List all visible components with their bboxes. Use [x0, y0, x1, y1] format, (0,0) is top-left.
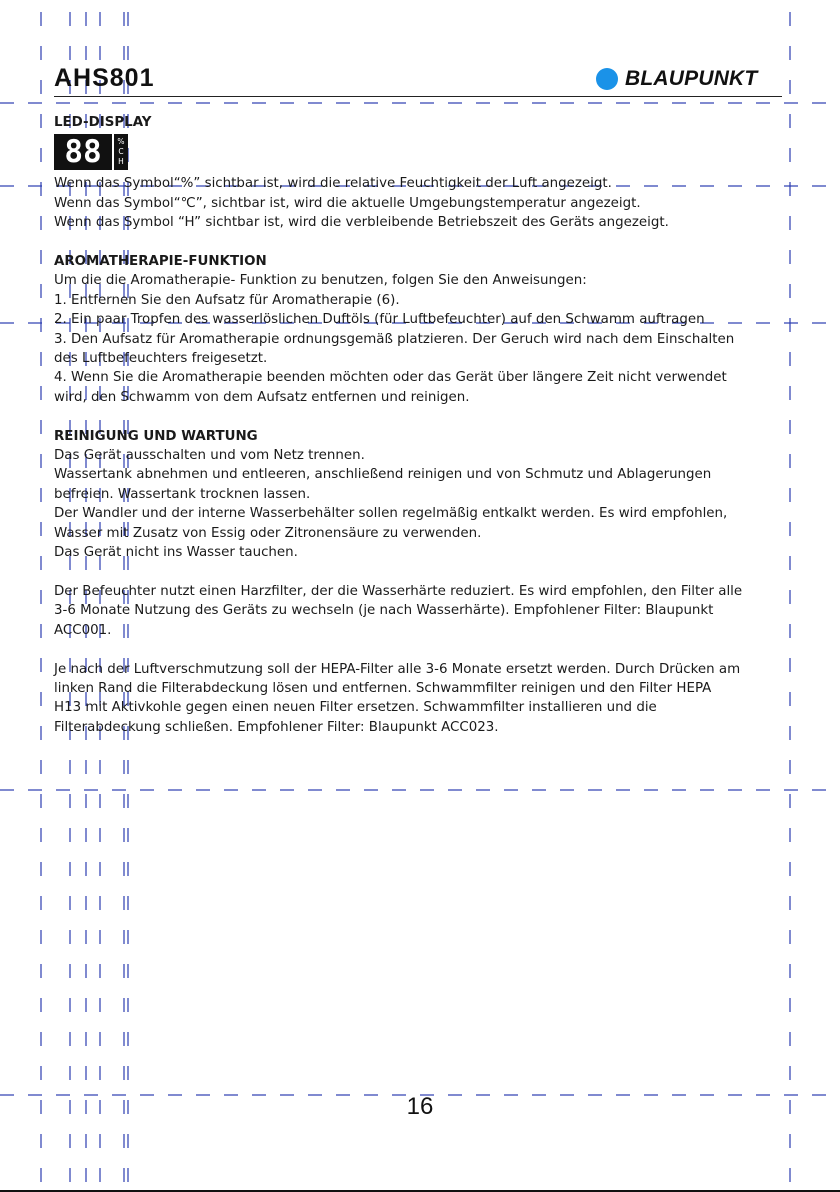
- hepa-line-1: Je nach der Luftverschmutzung soll der HEPA-Filter alle 3-6 Monate ersetzt werden. Durch Drücken am: [54, 661, 741, 677]
- manual-body: [54, 113, 784, 737]
- aroma-line-4: 3. Den Aufsatz für Aromatherapie ordnungsgemäß platzieren. Der Geruch wird nach dem Einschalten: [54, 331, 735, 347]
- aroma-line-1: Um die die Aromatherapie- Funktion zu benutzen, folgen Sie den Anweisungen:: [54, 273, 587, 289]
- led-unit-indicators: [114, 134, 128, 170]
- aroma-line-6: 4. Wenn Sie die Aromatherapie beenden möchten oder das Gerät über längere Zeit nicht verwendet: [54, 370, 727, 386]
- hepa-line-3: H13 mit Aktivkohle gegen einen neuen Filter ersetzen. Schwammfilter installieren und die: [54, 700, 657, 716]
- filter-line-3: ACC001.: [54, 622, 112, 638]
- header-divider: [54, 96, 782, 97]
- cleaning-line-2: Wassertank abnehmen und entleeren, anschließend reinigen und von Schmutz und Ablagerungen: [54, 467, 712, 483]
- hepa-line-4: Filterabdeckung schließen. Empfohlener Filter: Blaupunkt ACC023.: [54, 719, 499, 735]
- led-digits-panel: [54, 134, 112, 170]
- led-display-heading: LED-DISPLAY: [54, 115, 152, 130]
- page-number: 16: [406, 1093, 434, 1120]
- cleaning-heading: REINIGUNG UND WARTUNG: [54, 428, 258, 444]
- led-line-humidity: Wenn das Symbol“%” sichtbar ist, wird die relative Feuchtigkeit der Luft angezeigt.: [54, 176, 612, 192]
- brand-name: BLAUPUNKT: [625, 67, 758, 90]
- led-line-runtime: Wenn das Symbol “H” sichtbar ist, wird die verbleibende Betriebszeit des Geräts angezeigt.: [54, 215, 669, 231]
- led-unit-hours: H: [118, 157, 124, 167]
- filter-line-1: Der Befeuchter nutzt einen Harzfilter, der die Wasserhärte reduziert. Es wird empfohlen, den Filter alle: [54, 583, 743, 599]
- led-digits: 88: [64, 134, 102, 171]
- filter-line-2: 3-6 Monate Nutzung des Geräts zu wechseln (je nach Wasserhärte). Empfohlener Filter: Blaupunkt: [54, 603, 714, 619]
- aroma-line-3: 2. Ein paar Tropfen des wasserlöslichen Duftöls (für Luftbefeuchter) auf den Schwamm auftragen: [54, 312, 705, 328]
- aroma-line-7: wird, den Schwamm von dem Aufsatz entfernen und reinigen.: [54, 389, 470, 405]
- cleaning-line-3: befreien. Wassertank trocknen lassen.: [54, 486, 311, 502]
- aroma-line-2: 1. Entfernen Sie den Aufsatz für Aromatherapie (6).: [54, 292, 400, 308]
- led-display-illustration: [54, 134, 784, 170]
- aroma-heading: AROMATHERAPIE-FUNKTION: [54, 254, 267, 270]
- cleaning-line-6: Das Gerät nicht ins Wasser tauchen.: [54, 545, 298, 561]
- model-name: AHS801: [54, 64, 155, 92]
- cleaning-line-5: Wasser mit Zusatz von Essig oder Zitronensäure zu verwenden.: [54, 525, 482, 541]
- cleaning-line-1: Das Gerät ausschalten und vom Netz trennen.: [54, 448, 365, 464]
- hepa-line-2: linken Rand die Filterabdeckung lösen und entfernen. Schwammfilter reinigen und den Filter HEPA: [54, 680, 712, 696]
- led-unit-celsius: C: [118, 147, 124, 157]
- brand-logo: [596, 66, 757, 92]
- brand-dot-icon: [596, 68, 618, 90]
- led-line-temperature: Wenn das Symbol“℃”, sichtbar ist, wird die aktuelle Umgebungstemperatur angezeigt.: [54, 195, 641, 211]
- aroma-line-5: des Luftbefeuchters freigesetzt.: [54, 351, 268, 367]
- led-unit-percent: %: [117, 137, 125, 147]
- cleaning-line-4: Der Wandler und der interne Wasserbehälter sollen regelmäßig entkalkt werden. Es wird empfohlen,: [54, 506, 728, 522]
